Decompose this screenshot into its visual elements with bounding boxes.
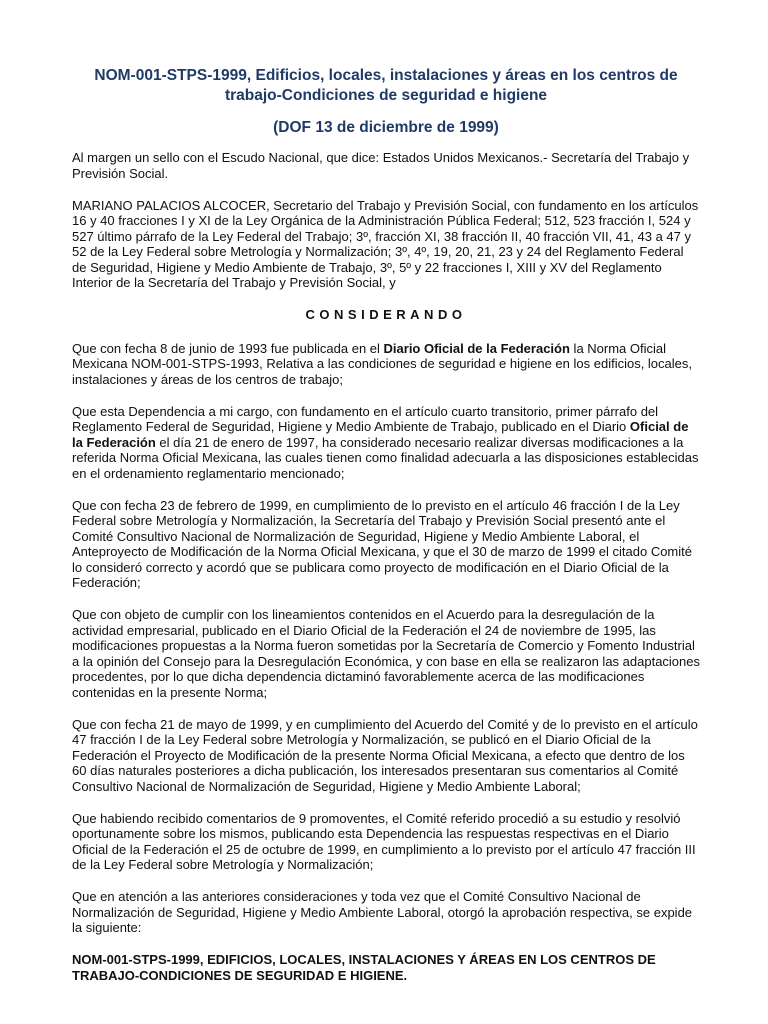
considerando-paragraph-1 [72,341,700,388]
considerando-paragraph-6: Que habiendo recibido comentarios de 9 promoventes, el Comité referido procedió a su estudio y resolvió oportunamente sobre los mismos, publicando esta Dependencia las respuestas respectivas en el Diario Oficial de la Federación el 25 de octubre de 1999, en cumplimiento a lo previsto por el artículo 47 fracción III de la Ley Federal sobre Metrología y Normalización; [72,810,696,872]
paragraph-text: Que con fecha 8 de junio de 1993 fue publicada en el [72,340,384,356]
bold-reference: Diario Oficial de la Federación [383,340,570,356]
considerando-paragraph-5: Que con fecha 21 de mayo de 1999, y en cumplimiento del Acuerdo del Comité y de lo previsto en el artículo 47 fracción I de la Ley Federal sobre Metrología y Normalización, se publicó en el Diario Oficial de la Federación el Proyecto de Modificación de la presente Norma Oficial Mexicana, a efecto que dentro de los 60 días naturales posteriores a dicha publicación, los interesados presentaran sus comentarios al Comité Consultivo Nacional de Normalización de Seguridad, Higiene y Medio Ambiente Laboral; [72,716,698,794]
paragraph-text: el día 21 de enero de 1997, ha considerado necesario realizar diversas modificaciones a la referida Norma Oficial Mexicana, las cuales tienen como finalidad adecuarla a las disposiciones establecidas en el ordenamiento reglamentario mencionado; [72,434,699,481]
document-title: NOM-001-STPS-1999, Edificios, locales, instalaciones y áreas en los centros de trabajo-Condiciones de seguridad e higiene [94,67,678,104]
intro-main-paragraph: MARIANO PALACIOS ALCOCER, Secretario del Trabajo y Previsión Social, con fundamento en los artículos 16 y 40 fracciones I y XI de la Ley Orgánica de la Administración Pública Federal; 512, 523 fracción I, 524 y 527 último párrafo de la Ley Federal del Trabajo; 3º, fracción XI, 38 fracción II, 40 fracción VII, 41, 43 a 47 y 52 de la Ley Federal sobre Metrología y Normalización; 3º, 4º, 19, 20, 21, 23 y 24 del Reglamento Federal de Seguridad, Higiene y Medio Ambiente de Trabajo, 3º, 5º y 22 fracciones I, XIII y XV del Reglamento Interior de la Secretaría del Trabajo y Previsión Social, y [72,197,699,290]
document-subtitle: (DOF 13 de diciembre de 1999) [273,119,499,136]
considerando-heading: CONSIDERANDO [305,307,467,322]
bold-reference: Oficial de la Federación [72,419,689,450]
paragraph-text: Que esta Dependencia a mi cargo, con fundamento en el artículo cuarto transitorio, primer párrafo del Reglamento Federal de Seguridad, Higiene y Medio Ambiente de Trabajo, publicado en el Diario [72,403,659,434]
paragraph-text: la Norma Oficial Mexicana NOM-001-STPS-1993, Relativa a las condiciones de seguridad e higiene en los edificios, locales, instalaciones y áreas de los centros de trabajo; [72,340,693,387]
considerando-paragraph-2 [72,404,700,482]
final-heading: NOM-001-STPS-1999, EDIFICIOS, LOCALES, INSTALACIONES Y ÁREAS EN LOS CENTROS DE TRABAJO-CONDICIONES DE SEGURIDAD E HIGIENE. [72,952,656,983]
considerando-paragraph-4: Que con objeto de cumplir con los lineamientos contenidos en el Acuerdo para la desregulación de la actividad empresarial, publicado en el Diario Oficial de la Federación el 24 de noviembre de 1995, las modificaciones propuestas a la Norma fueron sometidas por la Secretaría de Comercio y Fomento Industrial a la opinión del Consejo para la Desregulación Económica, y con base en ella se realizaron las adaptaciones procedentes, por lo que dicha dependencia dictaminó favorablemente acerca de las modificaciones contenidas en la presente Norma; [72,607,700,700]
intro-margin-paragraph: Al margen un sello con el Escudo Nacional, que dice: Estados Unidos Mexicanos.- Secretaría del Trabajo y Previsión Social. [72,150,690,181]
considerando-paragraph-3: Que con fecha 23 de febrero de 1999, en cumplimiento de lo previsto en el artículo 46 fracción I de la Ley Federal sobre Metrología y Normalización, la Secretaría del Trabajo y Previsión Social presentó ante el Comité Consultivo Nacional de Normalización de Seguridad, Higiene y Medio Ambiente Laboral, el Anteproyecto de Modificación de la Norma Oficial Mexicana, y que el 30 de marzo de 1999 el citado Comité lo consideró correcto y acordó que se publicara como proyecto de modificación en el Diario Oficial de la Federación; [72,497,692,590]
considerando-paragraph-7: Que en atención a las anteriores consideraciones y toda vez que el Comité Consultivo Nacional de Normalización de Seguridad, Higiene y Medio Ambiente Laboral, otorgó la aprobación respectiva, se expide la siguiente: [72,889,693,935]
